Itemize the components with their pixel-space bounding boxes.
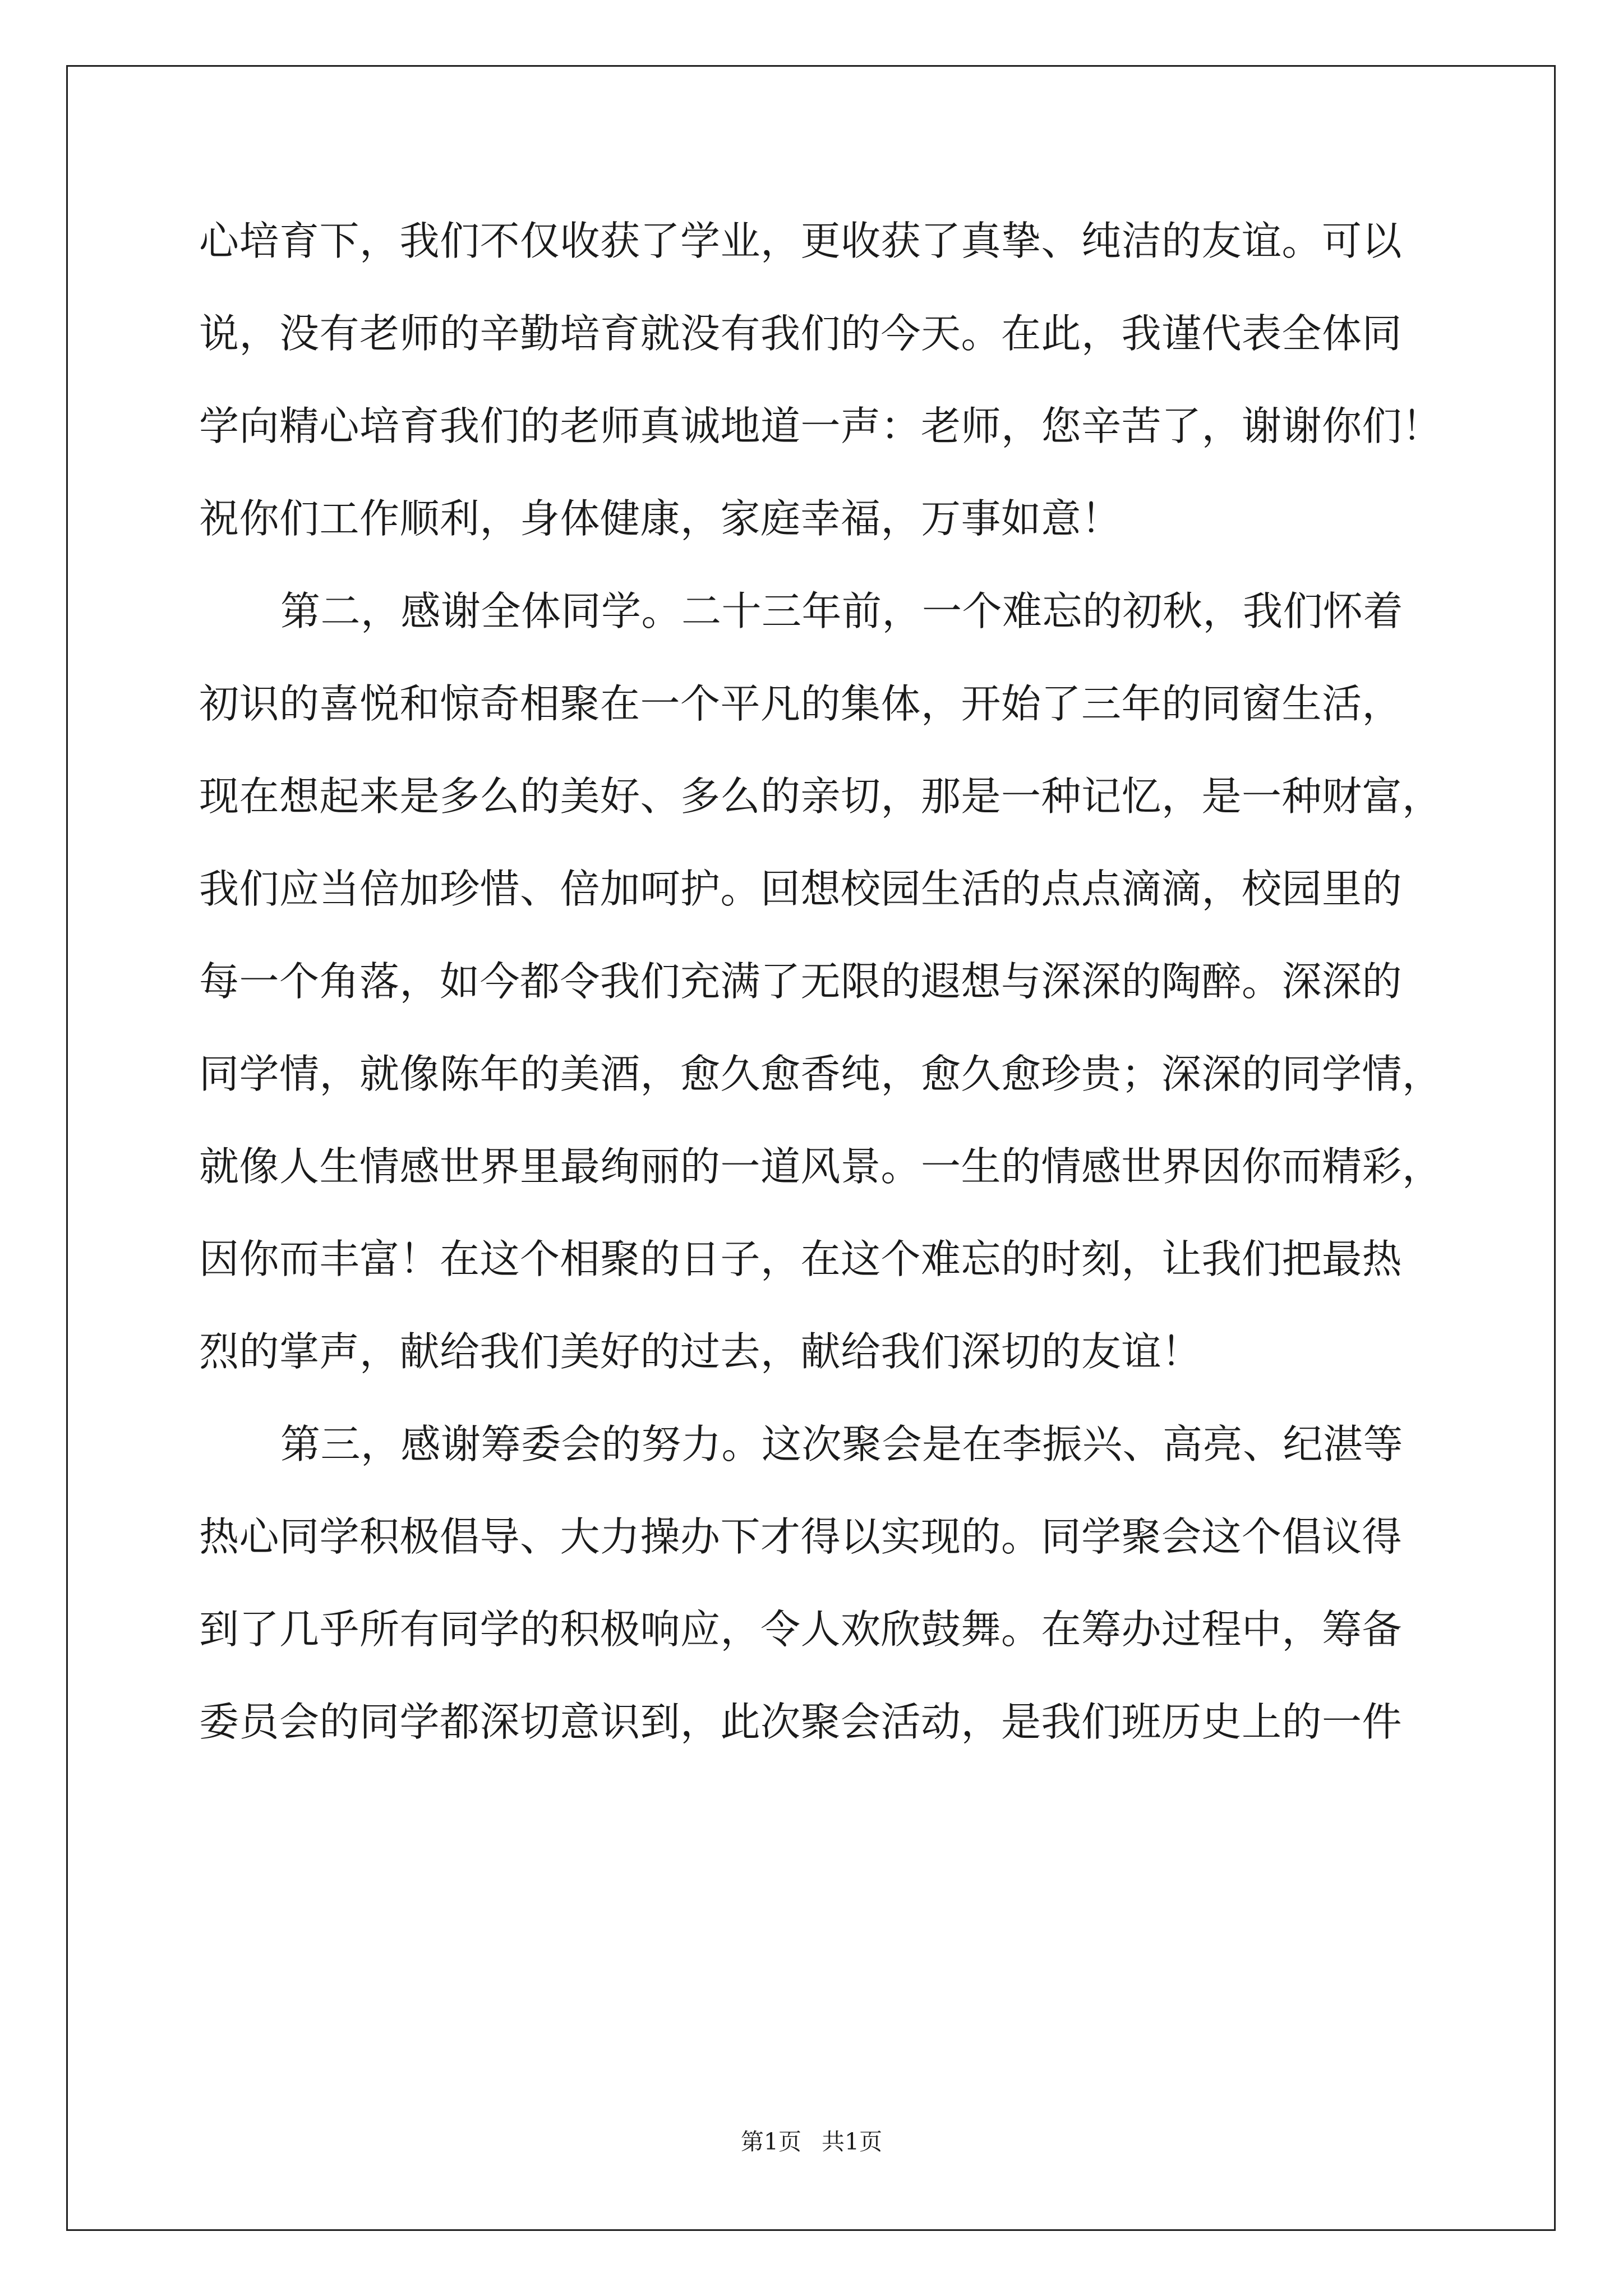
text-line-11: 就像人生情感世界里最绚丽的一道风景。一生的情感世界因你而精彩， xyxy=(199,1143,1442,1190)
page-footer xyxy=(0,2123,1623,2156)
text-line-1: 心培育下，我们不仅收获了学业，更收获了真挚、纯洁的友谊。可以 xyxy=(199,218,1403,264)
text-line-6: 初识的喜悦和惊奇相聚在一个平凡的集体，开始了三年的同窗生活， xyxy=(199,680,1403,727)
text-line-16: 到了几乎所有同学的积极响应，令人欢欣鼓舞。在筹办过程中，筹备 xyxy=(199,1606,1403,1653)
text-line-12: 因你而丰富！在这个相聚的日子，在这个难忘的时刻，让我们把最热 xyxy=(199,1236,1403,1282)
document-body xyxy=(199,213,1442,1787)
text-line-5: 第二，感谢全体同学。二十三年前，一个难忘的初秋，我们怀着 xyxy=(280,588,1404,634)
text-line-15: 热心同学积极倡导、大力操办下才得以实现的。同学聚会这个倡议得 xyxy=(199,1513,1403,1560)
text-line-9: 每一个角落，如今都令我们充满了无限的遐想与深深的陶醉。深深的 xyxy=(199,958,1403,1005)
text-line-2: 说，没有老师的辛勤培育就没有我们的今天。在此，我谨代表全体同 xyxy=(199,310,1403,357)
text-line-7: 现在想起来是多么的美好、多么的亲切，那是一种记忆，是一种财富， xyxy=(199,773,1442,820)
text-line-17: 委员会的同学都深切意识到，此次聚会活动，是我们班历史上的一件 xyxy=(199,1699,1403,1745)
page-total: 共1页 xyxy=(822,2128,883,2155)
text-line-13: 烈的掌声，献给我们美好的过去，献给我们深切的友谊！ xyxy=(199,1328,1202,1375)
text-line-3: 学向精心培育我们的老师真诚地道一声：老师，您辛苦了，谢谢你们！ xyxy=(199,403,1442,449)
text-line-8: 我们应当倍加珍惜、倍加呵护。回想校园生活的点点滴滴，校园里的 xyxy=(199,866,1403,912)
text-line-4: 祝你们工作顺利，身体健康，家庭幸福，万事如意！ xyxy=(199,495,1122,542)
text-line-10: 同学情，就像陈年的美酒，愈久愈香纯，愈久愈珍贵；深深的同学情， xyxy=(199,1051,1442,1097)
text-line-14: 第三，感谢筹委会的努力。这次聚会是在李振兴、高亮、纪湛等 xyxy=(280,1421,1404,1467)
page-number: 第1页 xyxy=(740,2128,801,2155)
